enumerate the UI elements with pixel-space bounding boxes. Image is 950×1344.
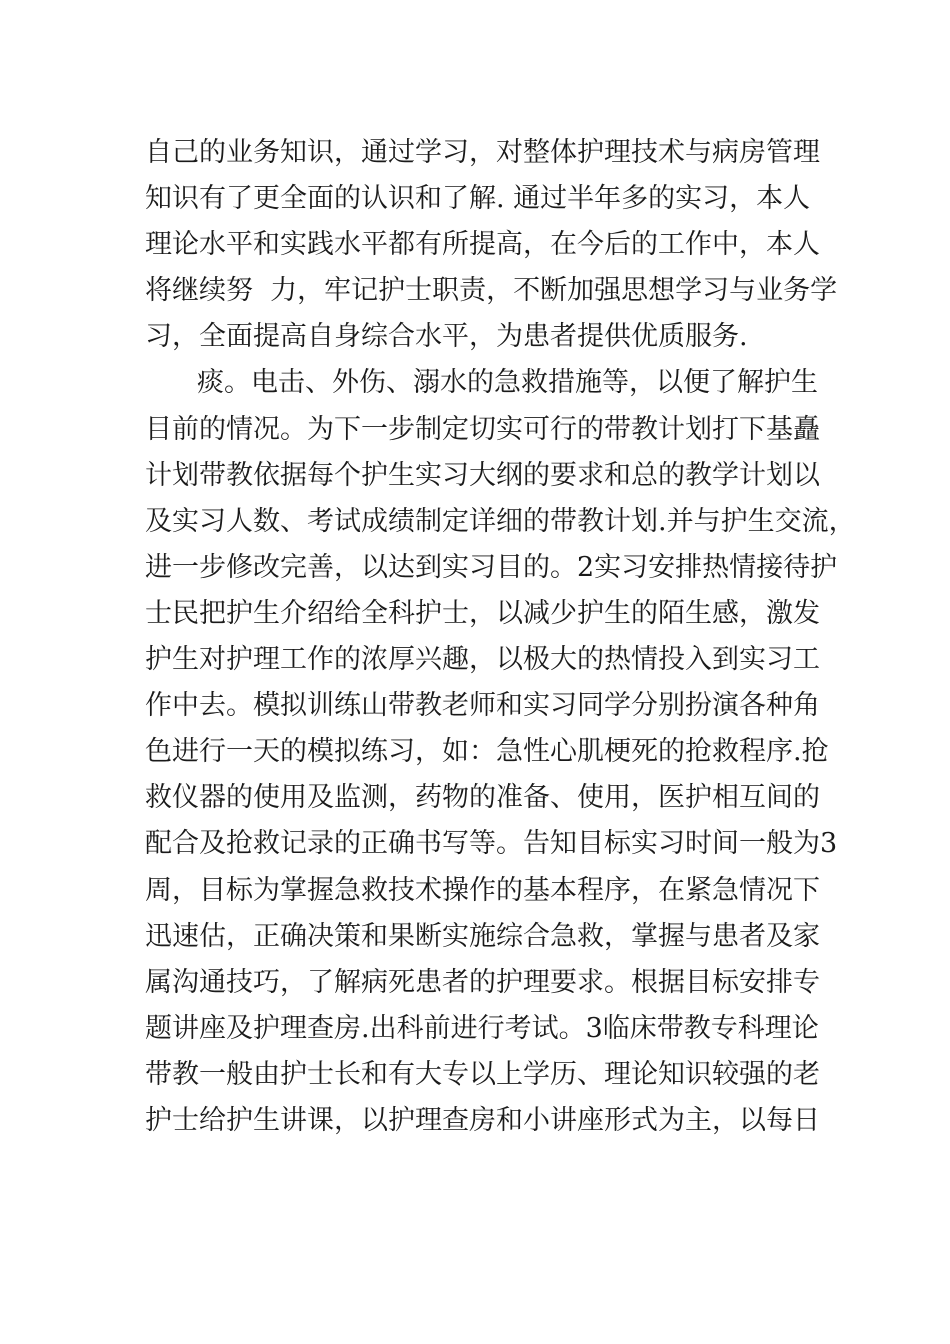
text-line: 色进行一天的模拟练习，如：急性心肌梗死的抢救程序.抢: [145, 736, 829, 768]
text-line: 计划带教依据每个护生实习大纲的要求和总的教学计划以: [145, 459, 820, 491]
paragraph-2: [145, 360, 856, 1190]
text-line: 护士给护生讲课，以护理查房和小讲座形式为主，以每日: [145, 1104, 820, 1136]
text-line: 属沟通技巧，了解病死患者的护理要求。根据目标安排专: [145, 966, 820, 998]
text-line: 迅速估，正确决策和果断实施综合急救，掌握与患者及家: [145, 920, 820, 952]
text-line: 自己的业务知识，通过学习，对整体护理技术与病房管理: [145, 137, 820, 168]
document-body: [145, 130, 856, 1190]
text-line: 作中去。模拟训练山带教老师和实习同学分别扮演各种角: [145, 690, 820, 722]
text-line: 理论水平和实践水平都有所提高，在今后的工作中，本人: [145, 229, 820, 261]
text-line: 将继续努 力，牢记护士职责，不断加强思想学习与业务学: [145, 275, 838, 307]
text-line: 救仪器的使用及监测，药物的准备、使用，医护相互间的: [145, 782, 820, 814]
text-line: 士民把护生介绍给全科护士，以减少护生的陌生感，激发: [145, 597, 820, 629]
text-line: 知识有了更全面的认识和了解. 通过半年多的实习，本人: [145, 183, 811, 215]
text-line: 带教一般由护士长和有大专以上学历、理论知识较强的老: [145, 1058, 820, 1090]
text-line: 周，目标为掌握急救技术操作的基本程序，在紧急情况下: [145, 874, 820, 906]
text-line: 习，全面提高自身综合水平，为患者提供优质服务.: [145, 321, 748, 353]
paragraph-1: [145, 130, 838, 360]
text-line: 痰。电击、外伤、溺水的急救措施等，以便了解护生: [197, 367, 818, 399]
text-line: 及实习人数、考试成绩制定详细的带教计划.并与护生交流，: [145, 505, 856, 537]
text-line: 题讲座及护理查房.出科前进行考试。3临床带教专科理论: [145, 1012, 819, 1044]
text-line: [145, 1144, 810, 1190]
text-line: 目前的情况。为下一步制定切实可行的带教计划打下基矗: [145, 413, 820, 445]
text-line: 进一步修改完善，以达到实习目的。2实习安排热情接待护: [145, 551, 838, 583]
text-line: 配合及抢救记录的正确书写等。告知目标实习时间一般为3: [145, 828, 838, 860]
text-line: 护生对护理工作的浓厚兴趣，以极大的热情投入到实习工: [145, 644, 820, 676]
